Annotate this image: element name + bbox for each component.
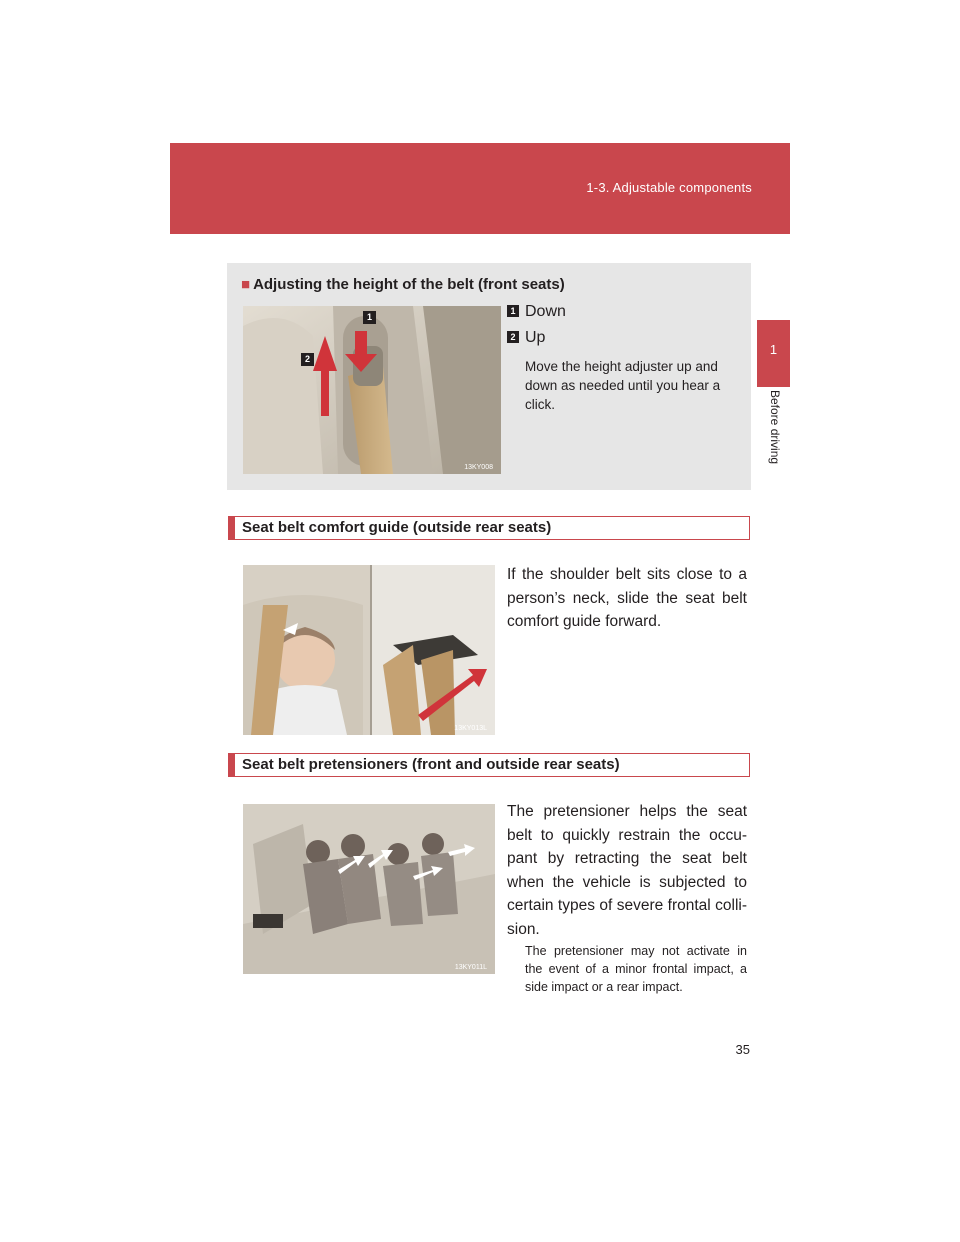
square-bullet-icon: ■ — [241, 276, 251, 293]
pretensioners-photo — [243, 804, 495, 974]
section-path: 1-3. Adjustable components — [586, 180, 752, 195]
pretensioners-heading-text: Seat belt pretensioners (front and outside rear seats) — [242, 756, 620, 773]
note-title — [241, 276, 565, 293]
comfort-guide-heading-text: Seat belt comfort guide (outside rear seats) — [242, 519, 552, 536]
note-title-text: Adjusting the height of the belt (front seats) — [253, 276, 565, 293]
header-band — [170, 143, 790, 234]
height-adjuster-photo — [243, 306, 501, 474]
comfort-guide-body: If the shoulder belt sits close to a person’s neck, slide the seat belt comfort guide forward. — [507, 566, 747, 630]
comfort-guide-illustration — [243, 565, 495, 735]
legend-label-up: Up — [525, 329, 546, 346]
callout-1: 1 — [363, 311, 376, 324]
chapter-label: Before driving — [768, 390, 782, 465]
height-note-text: Move the height adjuster up and down as needed until you hear a click. — [525, 359, 721, 412]
legend-label-down: Down — [525, 303, 566, 320]
chapter-number: 1 — [769, 342, 778, 357]
comfort-guide-heading — [228, 516, 750, 540]
pretensioners-illustration — [243, 804, 495, 974]
height-adjust-note-box — [227, 263, 751, 490]
image-code: 13KY013L — [454, 725, 487, 732]
chapter-tab[interactable] — [757, 320, 790, 387]
image-code: 13KY011L — [454, 964, 487, 971]
legend-badge-1: 1 — [507, 305, 519, 317]
pretensioners-heading — [228, 753, 750, 777]
pretensioners-body: The pretensioner helps the seat belt to quickly restrain the occu-pant by retracting the seat belt when the vehicle is subjected to certain types of severe frontal colli-sion. — [507, 803, 747, 938]
legend-badge-2: 2 — [507, 331, 519, 343]
heading-accent-bar — [229, 517, 235, 539]
page-number: 35 — [735, 1042, 750, 1057]
pretensioners-note: The pretensioner may not activate in the event of a minor frontal impact, a side impact or a rear impact. — [525, 944, 747, 994]
comfort-guide-photo — [243, 565, 495, 735]
heading-accent-bar — [229, 754, 235, 776]
callout-2: 2 — [301, 353, 314, 366]
seat-belt-adjuster-illustration — [243, 306, 501, 474]
image-code: 13KY008 — [464, 464, 493, 471]
